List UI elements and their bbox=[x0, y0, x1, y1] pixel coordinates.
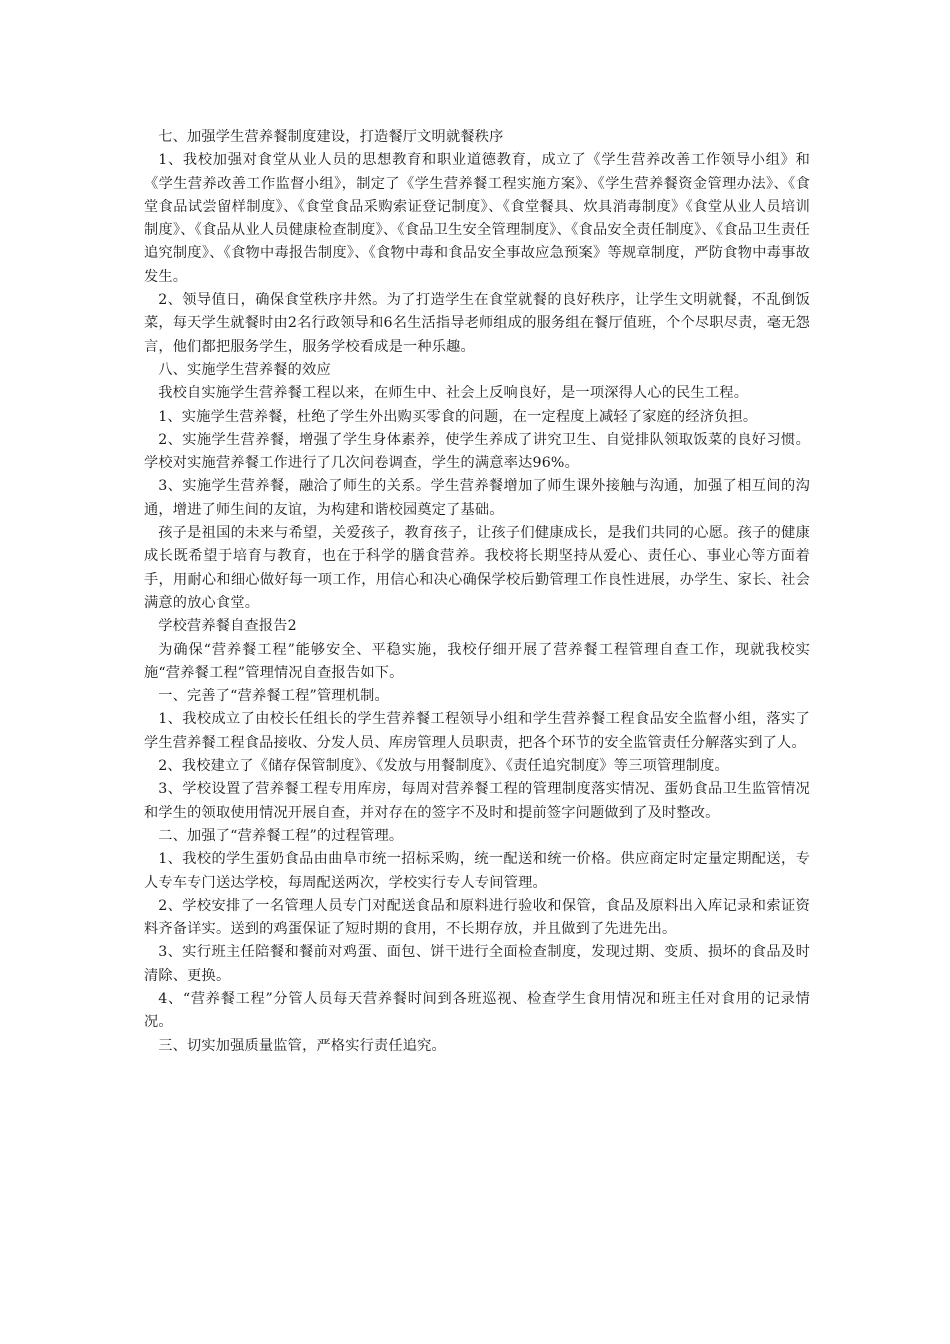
paragraph-management-rules: 1、我校加强对食堂从业人员的思想教育和职业道德教育，成立了《学生营养改善工作领导小组》和《学生营养改善工作监督小组》，制定了《学生营养餐工程实施方案》、《学生营养餐资金管理办法》、《食堂食品试尝留样制度》、《食堂食品采购索证登记制度》、《食堂餐具、炊具消毒制度》《食堂从业人员培训制度》、《食品从业人员健康检查制度》、《食品卫生安全管理制度》、《食品安全责任制度》、《食品卫生责任追究制度》、《食物中毒报告制度》、《食物中毒和食品安全事故应急预案》等规章制度，严防食物中毒事故发生。 bbox=[144, 152, 810, 285]
paragraph-mechanism-2: 2、我校建立了《储存保管制度》、《发放与用餐制度》、《责任追究制度》等三项管理制度。 bbox=[158, 758, 729, 775]
document-body bbox=[144, 126, 810, 1058]
paragraph-duty-leaders: 2、领导值日，确保食堂秩序井然。为了打造学生在食堂就餐的良好秩序，让学生文明就餐，不乱倒饭菜，每天学生就餐时由2名行政领导和6名生活指导老师组成的服务组在餐厅值班，个个尽职尽责，毫无怨言，他们都把服务学生，服务学校看成是一种乐趣。 bbox=[144, 292, 810, 355]
paragraph-process-2: 2、学校安排了一名管理人员专门对配送食品和原料进行验收和保管，食品及原料出入库记录和索证资料齐备详实。送到的鸡蛋保证了短时期的食用，不长期存放，并且做到了先进先出。 bbox=[144, 897, 810, 938]
section-heading-2: 二、加强了“营养餐工程”的过程管理。 bbox=[158, 827, 404, 844]
paragraph-effect-3: 3、实施学生营养餐，融洽了师生的关系。学生营养餐增加了师生课外接触与沟通，加强了相互间的沟通，增进了师生间的友谊，为构建和谐校园奠定了基础。 bbox=[144, 478, 810, 518]
paragraph-mechanism-3: 3、学校设置了营养餐工程专用库房，每周对营养餐工程的管理制度落实情况、蛋奶食品卫生监管情况和学生的领取使用情况开展自查，并对存在的签字不及时和提前签字问题做到了及时整改。 bbox=[144, 781, 810, 821]
section-heading-1: 一、完善了“营养餐工程”管理机制。 bbox=[158, 688, 389, 705]
paragraph-effect-2: 2、实施学生营养餐，增强了学生身体素养，使学生养成了讲究卫生、自觉排队领取饭菜的良好习惯。学校对实施营养餐工作进行了几次问卷调查，学生的满意率达96%。 bbox=[144, 431, 810, 472]
paragraph-effects-intro: 我校自实施学生营养餐工程以来，在师生中、社会上反响良好，是一项深得人心的民生工程。 bbox=[158, 385, 749, 402]
section-heading-3: 三、切实加强质量监管，严格实行责任追究。 bbox=[158, 1037, 446, 1054]
paragraph-process-3: 3、实行班主任陪餐和餐前对鸡蛋、面包、饼干进行全面检查制度，发现过期、变质、损坏的食品及时清除、更换。 bbox=[144, 944, 810, 984]
paragraph-process-1: 1、我校的学生蛋奶食品由曲阜市统一招标采购，统一配送和统一价格。供应商定时定量定期配送，专人专车专门送达学校，每周配送两次，学校实行专人专间管理。 bbox=[144, 851, 810, 891]
paragraph-report-2-intro: 为确保“营养餐工程”能够安全、平稳实施，我校仔细开展了营养餐工程管理自查工作，现就我校实施“营养餐工程”管理情况自查报告如下。 bbox=[144, 641, 810, 681]
paragraph-mechanism-1: 1、我校成立了由校长任组长的学生营养餐工程领导小组和学生营养餐工程食品安全监督小组，落实了学生营养餐工程食品接收、分发人员、库房管理人员职责，把各个环节的安全监管责任分解落实到了人。 bbox=[144, 711, 810, 751]
section-heading-8: 八、实施学生营养餐的效应 bbox=[158, 361, 331, 378]
paragraph-effect-1: 1、实施学生营养餐，杜绝了学生外出购买零食的问题，在一定程度上减轻了家庭的经济负担。 bbox=[158, 408, 758, 425]
paragraph-process-4: 4、“营养餐工程”分管人员每天营养餐时间到各班巡视、检查学生食用情况和班主任对食用的记录情况。 bbox=[144, 990, 810, 1031]
paragraph-conclusion: 孩子是祖国的未来与希望，关爱孩子，教育孩子，让孩子们健康成长，是我们共同的心愿。孩子的健康成长既希望于培育与教育，也在于科学的膳食营养。我校将长期坚持从爱心、责任心、事业心等方面着手，用耐心和细心做好每一项工作，用信心和决心确保学校后勤管理工作良性进展，办学生、家长、社会满意的放心食堂。 bbox=[144, 525, 810, 611]
report-2-title: 学校营养餐自查报告2 bbox=[158, 618, 297, 635]
section-heading-7: 七、加强学生营养餐制度建设，打造餐厅文明就餐秩序 bbox=[158, 129, 504, 145]
